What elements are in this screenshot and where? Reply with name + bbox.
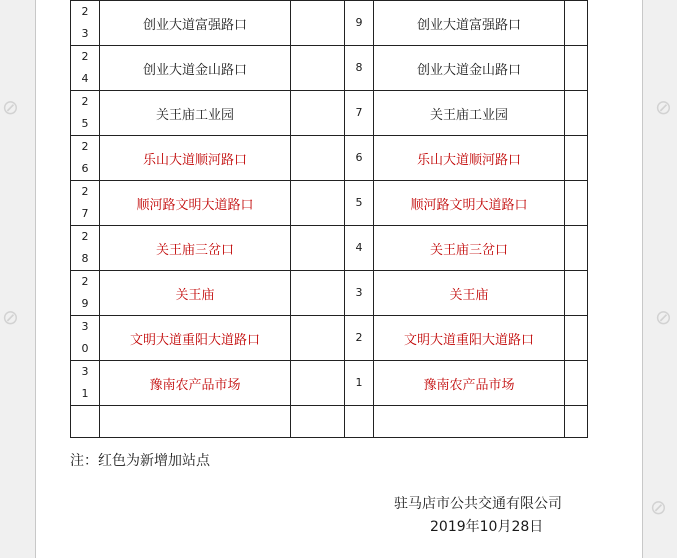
outbound-stop-number xyxy=(71,226,100,271)
outbound-stop-name: 创业大道富强路口 xyxy=(100,1,291,46)
watermark-icon: ⊘ xyxy=(655,305,672,329)
stop-number-digit: 4 xyxy=(81,72,89,85)
outbound-stop-number xyxy=(71,1,100,46)
return-stop-name: 创业大道富强路口 xyxy=(374,1,565,46)
outbound-stop-name: 创业大道金山路口 xyxy=(100,46,291,91)
table-row xyxy=(71,316,588,361)
empty-cell xyxy=(291,91,345,136)
return-stop-name: 乐山大道顺河路口 xyxy=(374,136,565,181)
stop-number-digit: 5 xyxy=(81,117,89,130)
return-stop-number: 6 xyxy=(345,136,374,181)
stop-number-digit: 2 xyxy=(81,95,89,108)
empty-cell xyxy=(291,1,345,46)
empty-cell xyxy=(71,406,100,438)
empty-cell xyxy=(565,46,588,91)
empty-cell xyxy=(565,406,588,438)
stop-number-digit: 2 xyxy=(81,140,89,153)
empty-cell xyxy=(291,316,345,361)
watermark-icon: ⊘ xyxy=(2,95,19,119)
watermark-icon: ⊘ xyxy=(650,495,667,519)
empty-cell xyxy=(565,91,588,136)
outbound-stop-name: 乐山大道顺河路口 xyxy=(100,136,291,181)
return-stop-name: 关王庙 xyxy=(374,271,565,316)
empty-cell xyxy=(291,271,345,316)
return-stop-name: 文明大道重阳大道路口 xyxy=(374,316,565,361)
return-stop-name: 创业大道金山路口 xyxy=(374,46,565,91)
return-stop-number: 1 xyxy=(345,361,374,406)
return-stop-number: 8 xyxy=(345,46,374,91)
table-row xyxy=(71,1,588,46)
company-signature: 驻马店市公共交通有限公司 xyxy=(394,496,562,512)
table-row xyxy=(71,226,588,271)
watermark-icon: ⊘ xyxy=(2,305,19,329)
watermark-icon: ⊘ xyxy=(655,95,672,119)
return-stop-number: 5 xyxy=(345,181,374,226)
empty-cell xyxy=(565,181,588,226)
outbound-stop-name: 关王庙三岔口 xyxy=(100,226,291,271)
outbound-stop-name: 关王庙 xyxy=(100,271,291,316)
empty-cell xyxy=(291,226,345,271)
outbound-stop-number xyxy=(71,91,100,136)
outbound-stop-name: 关王庙工业园 xyxy=(100,91,291,136)
outbound-stop-number xyxy=(71,46,100,91)
table-row xyxy=(71,181,588,226)
table-row xyxy=(71,91,588,136)
issue-date: 2019年10月28日 xyxy=(430,519,544,535)
bus-stop-table xyxy=(70,0,588,438)
return-stop-name: 关王庙三岔口 xyxy=(374,226,565,271)
empty-cell xyxy=(565,136,588,181)
table-row xyxy=(71,361,588,406)
table-row xyxy=(71,46,588,91)
blank-row xyxy=(71,406,588,438)
outbound-stop-number xyxy=(71,361,100,406)
empty-cell xyxy=(345,406,374,438)
outbound-stop-name: 文明大道重阳大道路口 xyxy=(100,316,291,361)
empty-cell xyxy=(374,406,565,438)
empty-cell xyxy=(565,271,588,316)
empty-cell xyxy=(291,406,345,438)
empty-cell xyxy=(291,361,345,406)
empty-cell xyxy=(565,226,588,271)
stop-table-body xyxy=(71,1,588,438)
return-stop-number: 3 xyxy=(345,271,374,316)
outbound-stop-number xyxy=(71,316,100,361)
outbound-stop-number xyxy=(71,136,100,181)
table-row xyxy=(71,271,588,316)
return-stop-name: 顺河路文明大道路口 xyxy=(374,181,565,226)
return-stop-number: 2 xyxy=(345,316,374,361)
stop-number-digit: 7 xyxy=(81,207,89,220)
stop-number-digit: 6 xyxy=(81,162,89,175)
empty-cell xyxy=(291,136,345,181)
empty-cell xyxy=(565,361,588,406)
stop-number-digit: 9 xyxy=(81,297,89,310)
outbound-stop-number xyxy=(71,271,100,316)
outbound-stop-name: 豫南农产品市场 xyxy=(100,361,291,406)
stop-number-digit: 3 xyxy=(81,365,89,378)
return-stop-name: 豫南农产品市场 xyxy=(374,361,565,406)
return-stop-name: 关王庙工业园 xyxy=(374,91,565,136)
empty-cell xyxy=(291,46,345,91)
stop-number-digit: 3 xyxy=(81,27,89,40)
return-stop-number: 9 xyxy=(345,1,374,46)
stop-number-digit: 8 xyxy=(81,252,89,265)
return-stop-number: 7 xyxy=(345,91,374,136)
stop-number-digit: 2 xyxy=(81,230,89,243)
stop-number-digit: 2 xyxy=(81,50,89,63)
stop-number-digit: 0 xyxy=(81,342,89,355)
empty-cell xyxy=(565,316,588,361)
stop-number-digit: 3 xyxy=(81,320,89,333)
empty-cell xyxy=(565,1,588,46)
empty-cell xyxy=(100,406,291,438)
stop-number-digit: 2 xyxy=(81,275,89,288)
empty-cell xyxy=(291,181,345,226)
table-row xyxy=(71,136,588,181)
stop-number-digit: 2 xyxy=(81,5,89,18)
legend-note: 注：红色为新增加站点 xyxy=(70,453,210,469)
stop-number-digit: 1 xyxy=(81,387,89,400)
outbound-stop-number xyxy=(71,181,100,226)
outbound-stop-name: 顺河路文明大道路口 xyxy=(100,181,291,226)
stop-number-digit: 2 xyxy=(81,185,89,198)
return-stop-number: 4 xyxy=(345,226,374,271)
